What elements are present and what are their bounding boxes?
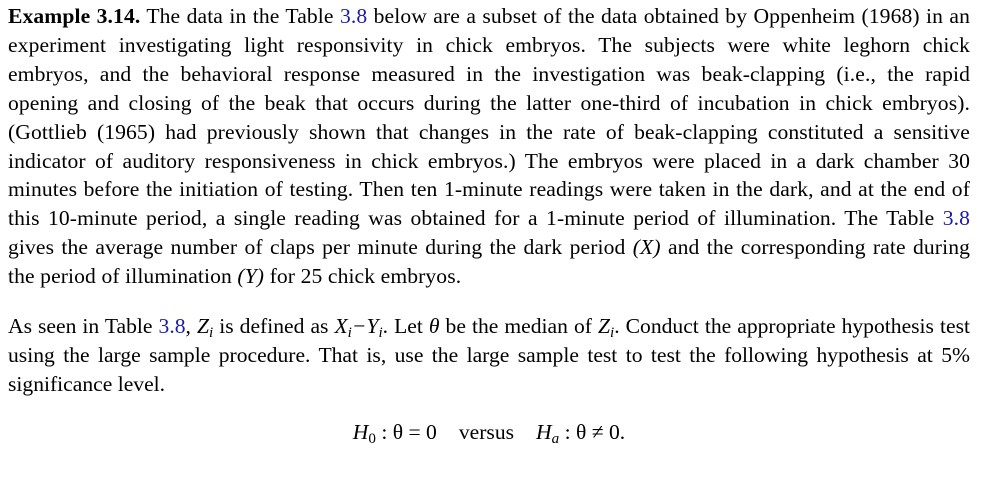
table-ref-link[interactable]: 3.8: [339, 4, 368, 28]
var-zi-2: $Z_i$: [597, 314, 615, 341]
question-text-5: . Conduct the appropriate hypothesis test using the large sample procedure. That is, use the large sample test to test the following hypothesis at 5% significance level.: [8, 314, 970, 396]
question-text-2: is defined as: [219, 314, 329, 339]
question-text-4: be the median of: [445, 314, 592, 339]
example-text-2: below are a subset of the data obtained by Oppenheim (1968) in an experiment investigating light responsivity in chick embryos. The subjects were white leghorn chick embryos, and the behavioral response measured in the investigation was beak-clapping (i.e., the rapid opening and closing of the beak that occurs during the latter one-third of incubation in chick embryos). (Gottlieb (1965) had previously shown that changes in the rate of beak-clapping constituted a sensitive indicator of auditory responsiveness in chick embryos.) The embryos were placed in a dark chamber 30 minutes before the initiation of testing. Then ten 1-minute readings were taken in the dark, and at the end of this 10-minute period, a single reading was obtained for a 1-minute period of illumination. The Table: [8, 4, 971, 231]
zi-definition: $X_i-Y_i$: [334, 314, 383, 341]
var-zi: $Z_i$: [196, 314, 214, 341]
var-x: (X): [632, 235, 661, 260]
null-hypothesis: $H_0$ : θ = 0: [352, 419, 437, 447]
question-text-1: As seen in Table: [8, 314, 153, 339]
page: [8, 2, 970, 447]
table-ref-link-3[interactable]: 3.8: [158, 314, 186, 339]
example-text-1: The data in the Table: [146, 4, 334, 28]
table-ref-link-2[interactable]: 3.8: [942, 206, 970, 231]
example-text-4: and the corresponding rate during the period of illumination: [8, 235, 970, 289]
var-y: (Y): [237, 264, 265, 289]
example-text-5: for 25 chick embryos.: [269, 264, 462, 289]
example-text-3: gives the average number of claps per minute during the dark period: [8, 235, 626, 260]
question-paragraph: As seen in Table 3.8, $Z_i$ is defined as $X_i-Y_i$. Let θ be the median of $Z_i$. Conduct the appropriate hypothesis test using the large sample procedure. That is, use the large sample test to test the following hypothesis at 5% significance level.: [8, 314, 970, 396]
versus-word: versus: [458, 419, 515, 444]
question-text-3: . Let: [382, 314, 423, 339]
hypothesis-formula: [8, 417, 970, 447]
example-label: Example 3.14.: [8, 4, 141, 28]
alternative-hypothesis: $H_a$ : θ ≠ 0.: [536, 419, 626, 447]
example-paragraph: [8, 2, 970, 291]
var-theta: θ: [428, 314, 440, 339]
